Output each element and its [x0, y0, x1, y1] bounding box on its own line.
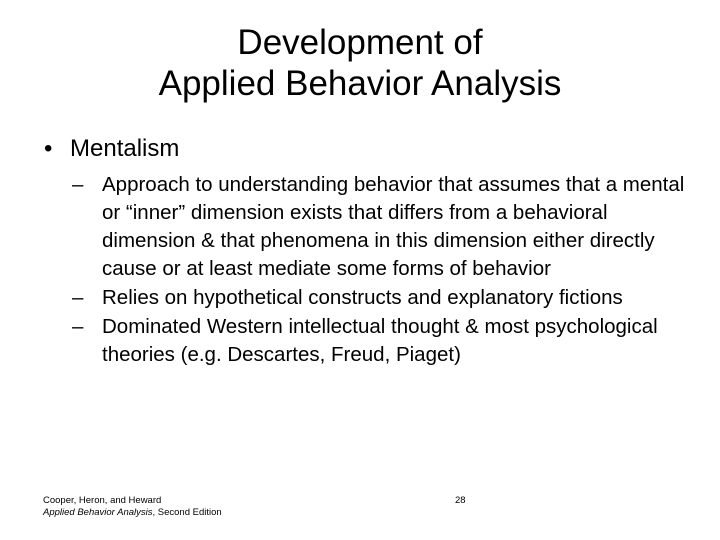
sub-bullet-western-thought — [72, 313, 697, 369]
footer-edition: , Second Edition — [152, 507, 222, 518]
sub-bullet-marker: – — [72, 315, 84, 338]
slide-title-line-2: Applied Behavior Analysis — [158, 64, 562, 103]
sub-bullet-text: Dominated Western intellectual thought & most psychological theories (e.g. Descartes, Freud, Piaget) — [102, 315, 658, 366]
footer-book-line — [43, 507, 222, 519]
footer-authors: Cooper, Heron, and Heward — [43, 495, 162, 506]
sub-bullet-marker: – — [72, 286, 84, 309]
footer-book-title: Applied Behavior Analysis — [43, 507, 153, 518]
sub-bullet-marker: – — [72, 173, 84, 196]
bullet-marker: • — [44, 135, 53, 162]
slide-title-line-1: Development of — [237, 23, 483, 62]
page-number: 28 — [455, 495, 466, 506]
bullet-text: Mentalism — [70, 135, 180, 162]
sub-bullet-list — [72, 171, 697, 369]
sub-bullet-constructs — [72, 284, 697, 312]
bullet-mentalism — [44, 134, 179, 163]
sub-bullet-approach — [72, 171, 697, 283]
slide-title — [60, 22, 660, 104]
footer-citation — [43, 495, 222, 519]
sub-bullet-text: Approach to understanding behavior that assumes that a mental or “inner” dimension exists that differs from a behavioral dimension & that phenomena in this dimension either directly cause or at least mediate some forms of behavior — [102, 173, 685, 280]
sub-bullet-text: Relies on hypothetical constructs and explanatory fictions — [102, 286, 623, 309]
